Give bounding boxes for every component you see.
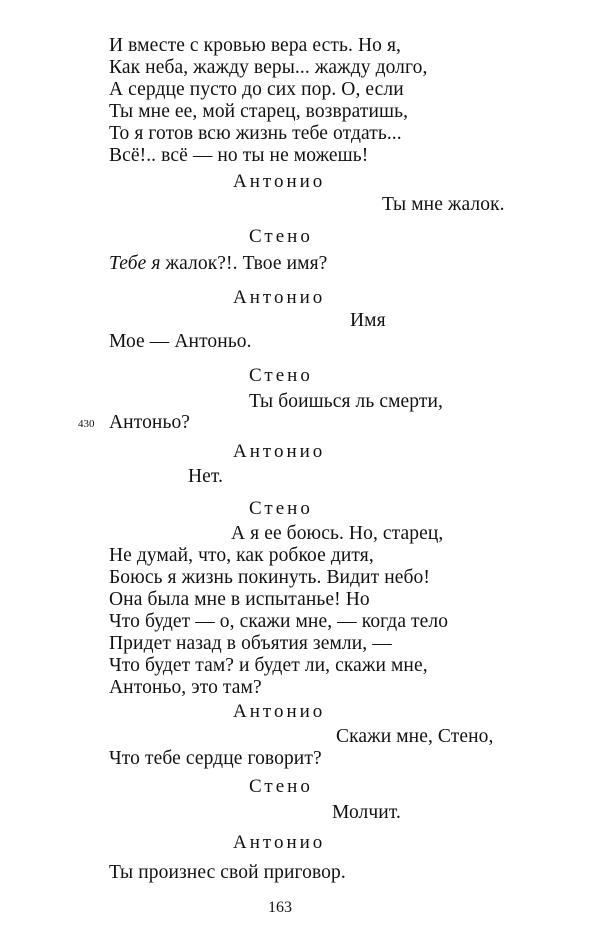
speaker-name: Антонио: [233, 441, 326, 462]
verse-line: Как неба, жажду веры... жажду долго,: [109, 57, 428, 78]
verse-line: [109, 253, 327, 275]
verse-line: Она была мне в испытанье! Но: [109, 589, 370, 610]
page-number: 163: [268, 899, 292, 916]
verse-line: Антоньо, это там?: [109, 677, 262, 698]
verse-italic: Тебе я: [109, 253, 161, 274]
speaker-name: Антонио: [233, 171, 326, 192]
verse-line: Ты боишься ль смерти,: [249, 391, 444, 412]
verse-line: А я ее боюсь. Но, старец,: [231, 523, 444, 544]
speaker-name: Антонио: [233, 701, 326, 722]
verse-line: Имя: [350, 310, 386, 331]
speaker-name: Стено: [249, 776, 313, 797]
verse-line: Ты мне жалок.: [382, 194, 505, 215]
verse-text: жалок?!. Твое имя?: [160, 253, 328, 274]
verse-line: А сердце пусто до сих пор. О, если: [109, 79, 404, 100]
speaker-name: Стено: [249, 498, 313, 519]
verse-line: Всё!.. всё — но ты не можешь!: [109, 145, 369, 166]
verse-line: И вместе с кровью вера есть. Но я,: [109, 35, 402, 56]
verse-line: Что будет — о, скажи мне, — когда тело: [109, 611, 449, 632]
verse-line: Ты мне ее, мой старец, возвратишь,: [109, 101, 409, 122]
verse-line: Не думай, что, как робкое дитя,: [109, 545, 374, 566]
verse-line: Ты произнес свой приговор.: [109, 862, 346, 883]
speaker-name: Антонио: [233, 287, 326, 308]
speaker-name: Антонио: [233, 832, 326, 853]
verse-line: Нет.: [188, 466, 224, 487]
verse-line: Скажи мне, Стено,: [336, 726, 494, 747]
verse-line: Придет назад в объятия земли, —: [109, 633, 392, 654]
verse-line: Молчит.: [332, 802, 401, 823]
line-number: 430: [78, 418, 95, 430]
verse-line: Что будет там? и будет ли, скажи мне,: [109, 655, 428, 676]
verse-line: То я готов всю жизнь тебе отдать...: [109, 123, 402, 144]
speaker-name: Стено: [249, 226, 313, 247]
verse-line: Антоньо?: [109, 412, 191, 433]
verse-line: Мое — Антоньо.: [109, 331, 252, 352]
verse-line: Боюсь я жизнь покинуть. Видит небо!: [109, 567, 430, 588]
speaker-name: Стено: [249, 365, 313, 386]
verse-line: Что тебе сердце говорит?: [109, 748, 322, 769]
